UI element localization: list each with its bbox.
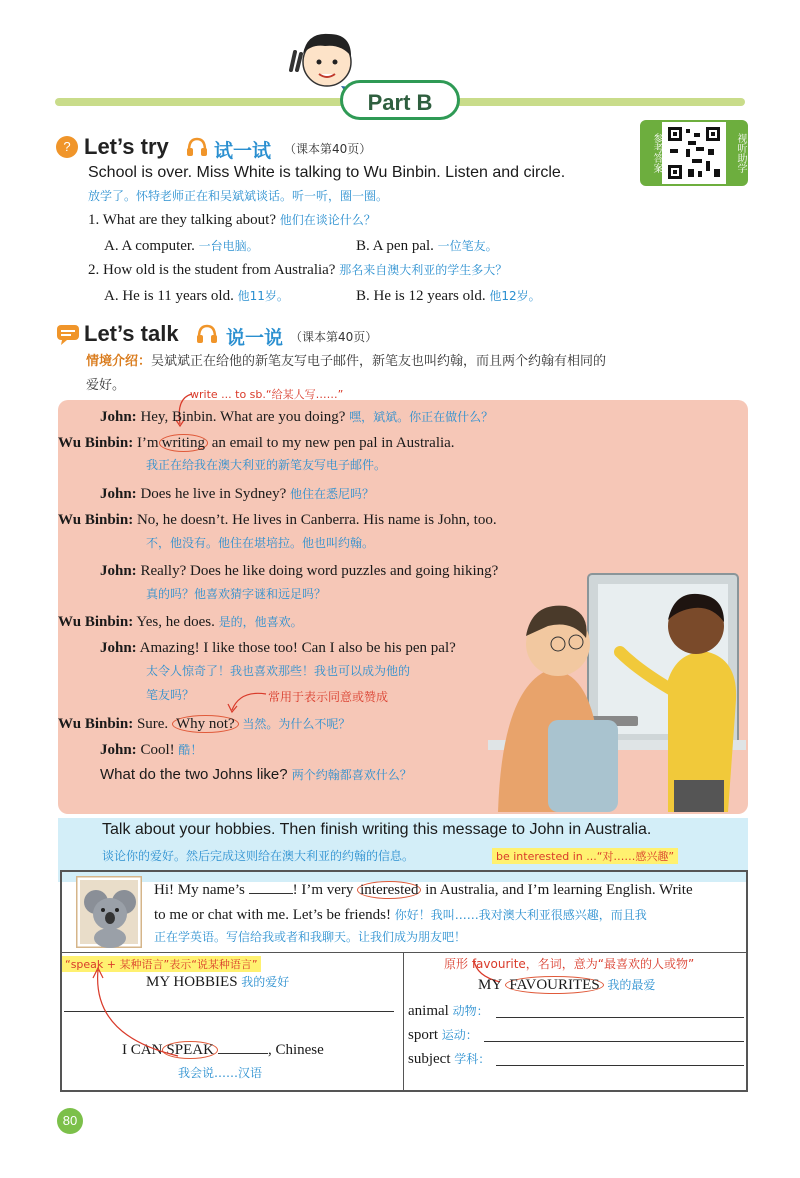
context-intro xyxy=(86,352,606,372)
question-1 xyxy=(88,210,376,230)
speaker-john: John: xyxy=(100,409,137,425)
speaker-john: John: xyxy=(100,742,137,758)
dialog-text-pre: I’m xyxy=(136,435,159,451)
speaker-wu-binbin: Wu Binbin: xyxy=(58,435,134,451)
q1-option-a[interactable] xyxy=(104,236,259,256)
koala-icon xyxy=(76,876,142,948)
q1-option-a-cn: 一台电脑。 xyxy=(198,239,259,253)
dialog-line-1 xyxy=(100,407,493,427)
circled-word-favourites: FAVOURITES xyxy=(505,976,603,994)
message-cn: 你好！我叫……我对澳大利亚很感兴趣，而且我 xyxy=(394,908,647,922)
message-text: Hi! My name’s xyxy=(154,882,245,898)
note-speak: “speak + 某种语言”表示“说某种语言” xyxy=(62,956,261,972)
question-1-cn: 他们在谈论什么？ xyxy=(279,213,376,227)
fav-sport-blank[interactable] xyxy=(484,1040,744,1042)
try-instruction-cn: 放学了。怀特老师正在和吴斌斌谈话。听一听，圈一圈。 xyxy=(88,189,389,203)
fav-subject-label: subject xyxy=(408,1051,451,1067)
q1-option-a-text: A. A computer. xyxy=(104,238,195,254)
context-label: 情境介绍： xyxy=(86,354,152,369)
can-speak-pre: I CAN xyxy=(122,1042,163,1058)
context-text-2: 爱好。 xyxy=(86,378,126,393)
favourites-pre: MY xyxy=(478,977,502,993)
question-cn: 两个约翰都喜欢什么？ xyxy=(291,768,412,782)
dialog-text: Yes, he does. xyxy=(136,614,215,630)
q2-option-b-cn: 他12岁。 xyxy=(489,289,541,303)
qr-code-icon[interactable] xyxy=(666,125,722,181)
note-favourite: 原形 favourite，名词，意为“最喜欢的人或物” xyxy=(444,957,695,971)
fav-animal-label: animal xyxy=(408,1003,449,1019)
question-2-text: 2. How old is the student from Australia? xyxy=(88,262,336,278)
try-instruction: School is over. Miss White is talking to Wu Binbin. Listen and circle. xyxy=(88,164,566,181)
question-1-text: 1. What are they talking about? xyxy=(88,212,276,228)
fav-subject-blank[interactable] xyxy=(496,1064,744,1066)
message-text: to me or chat with me. Let’s be friends! xyxy=(154,907,392,923)
task-instruction: Talk about your hobbies. Then finish writing this message to John in Australia. xyxy=(102,821,652,838)
headphones-icon xyxy=(196,323,218,345)
qr-panel[interactable] xyxy=(640,120,748,186)
try-title-cn: 试一试 xyxy=(214,140,272,162)
favourites-heading xyxy=(478,975,655,995)
talk-title-cn: 说一说 xyxy=(226,327,284,349)
fav-animal-blank[interactable] xyxy=(496,1016,744,1018)
try-section-icon: ? xyxy=(56,136,78,158)
q2-option-b[interactable] xyxy=(356,286,541,306)
note-write: write ... to sb.“给某人写……” xyxy=(190,388,344,401)
fav-animal-row xyxy=(408,1001,489,1021)
note-arrow xyxy=(92,966,182,1066)
fav-subject-row xyxy=(408,1049,490,1069)
dialog-line-7-cn-2: 笔友吗？ xyxy=(146,688,195,702)
message-text: in Australia, and I’m learning English. Write xyxy=(425,882,693,898)
talk-bubble-icon xyxy=(56,324,80,346)
talk-title: Let’s talk xyxy=(84,321,179,346)
speaker-john: John: xyxy=(100,640,137,656)
can-speak-post: , Chinese xyxy=(267,1042,324,1058)
speaker-wu-binbin: Wu Binbin: xyxy=(58,716,134,732)
dialog-text: Really? Does he like doing word puzzles and going hiking? xyxy=(140,563,499,579)
page-number: 80 xyxy=(57,1108,83,1134)
message-line-2 xyxy=(154,905,647,925)
note-arrow xyxy=(210,686,270,716)
message-text: ! I’m very xyxy=(292,882,354,898)
can-speak-cn: 我会说……汉语 xyxy=(178,1066,263,1080)
name-blank[interactable] xyxy=(249,893,293,894)
part-title: Part B xyxy=(340,80,460,120)
q2-option-b-text: B. He is 12 years old. xyxy=(356,288,486,304)
fav-animal-cn: 动物： xyxy=(452,1004,489,1018)
dialog-line-2-cn: 我正在给我在澳大利亚的新笔友写电子邮件。 xyxy=(146,458,387,472)
fav-sport-label: sport xyxy=(408,1027,438,1043)
speaker-wu-binbin: Wu Binbin: xyxy=(58,512,134,528)
q2-option-a[interactable] xyxy=(104,286,289,306)
dialog-line-3 xyxy=(100,484,374,504)
dialog-text: Hey, Binbin. What are you doing? xyxy=(140,409,346,425)
dialog-cn: 是的，他喜欢。 xyxy=(218,615,303,629)
circled-word-interested: interested xyxy=(357,881,421,899)
favourites-cn: 我的最爱 xyxy=(607,978,656,992)
qr-label-right: 视听助学 xyxy=(726,122,746,184)
q2-option-a-text: A. He is 11 years old. xyxy=(104,288,234,304)
dialog-text: Amazing! I like those too! Can I also be his pen pal? xyxy=(139,640,456,656)
table-divider-vertical xyxy=(403,952,404,1092)
headphones-icon xyxy=(186,136,208,158)
speaker-john: John: xyxy=(100,563,137,579)
message-line-3-cn: 正在学英语。写信给我或者和我聊天。让我们成为朋友吧！ xyxy=(154,930,467,944)
fav-sport-row xyxy=(408,1025,478,1045)
dialog-line-5-cn: 真的吗？他喜欢猜字谜和远足吗？ xyxy=(146,587,327,601)
note-interested-in: be interested in ...“对……感兴趣” xyxy=(492,848,678,864)
try-title: Let’s try xyxy=(84,134,169,159)
speaker-wu-binbin: Wu Binbin: xyxy=(58,614,134,630)
circled-word-speak: SPEAK xyxy=(162,1041,218,1059)
question-2 xyxy=(88,260,507,280)
dialog-line-9 xyxy=(100,740,202,760)
table-divider xyxy=(60,952,748,953)
q1-option-b[interactable] xyxy=(356,236,498,256)
question-2-cn: 那名来自澳大利亚的学生多大？ xyxy=(339,263,508,277)
dialog-text: No, he doesn’t. He lives in Canberra. His name is John, too. xyxy=(136,512,497,528)
dialog-line-7-cn: 太令人惊奇了！我也喜欢那些！我也可以成为他的 xyxy=(146,664,411,678)
dialog-cn: 酷！ xyxy=(178,743,203,757)
circled-phrase-why-not: Why not? xyxy=(172,715,239,733)
fav-sport-cn: 运动： xyxy=(441,1028,478,1042)
hobbies-title: MY HOBBIES xyxy=(146,974,238,990)
dialog-cn: 嘿，斌斌。你正在做什么？ xyxy=(349,410,494,424)
dialog-text: an email to my new pen pal in Australia. xyxy=(211,435,455,451)
qr-label-left: 参考答案 xyxy=(642,122,662,184)
dialog-cn: 他住在悉尼吗？ xyxy=(290,487,375,501)
discussion-question xyxy=(100,765,412,785)
try-page-ref: （课本第40页） xyxy=(284,142,372,156)
task-instruction-cn: 谈论你的爱好。然后完成这则给在澳大利亚的约翰的信息。 xyxy=(102,849,415,863)
circled-word-writing: writing xyxy=(159,434,208,452)
hobbies-cn: 我的爱好 xyxy=(241,975,290,989)
q2-option-a-cn: 他11岁。 xyxy=(237,289,289,303)
fav-subject-cn: 学科： xyxy=(454,1052,491,1066)
language-blank[interactable] xyxy=(218,1053,268,1054)
context-text: 吴斌斌正在给他的新笔友写电子邮件，新笔友也叫约翰，而且两个约翰有相同的 xyxy=(151,354,607,369)
dialog-line-4-cn: 不，他没有。他住在堪培拉。他也叫约翰。 xyxy=(146,536,375,550)
message-line-1 xyxy=(154,880,693,900)
dialog-line-8 xyxy=(58,714,350,734)
q1-option-b-text: B. A pen pal. xyxy=(356,238,434,254)
dialog-text: Does he live in Sydney? xyxy=(140,486,287,502)
speaker-john: John: xyxy=(100,486,137,502)
dialog-text-pre: Sure. xyxy=(136,716,169,732)
dialog-line-7 xyxy=(100,638,456,658)
dialog-text: Cool! xyxy=(140,742,175,758)
question-text: What do the two Johns like? xyxy=(100,766,288,783)
q1-option-b-cn: 一位笔友。 xyxy=(437,239,498,253)
talk-page-ref: （课本第40页） xyxy=(290,330,378,344)
boys-at-computer-illustration xyxy=(488,540,746,812)
dialog-line-6 xyxy=(58,612,303,632)
dialog-line-5 xyxy=(100,561,498,581)
dialog-cn: 当然。为什么不呢？ xyxy=(242,717,351,731)
dialog-line-2 xyxy=(58,433,455,453)
note-why-not: 常用于表示同意或赞成 xyxy=(268,690,389,704)
dialog-line-4 xyxy=(58,510,497,530)
